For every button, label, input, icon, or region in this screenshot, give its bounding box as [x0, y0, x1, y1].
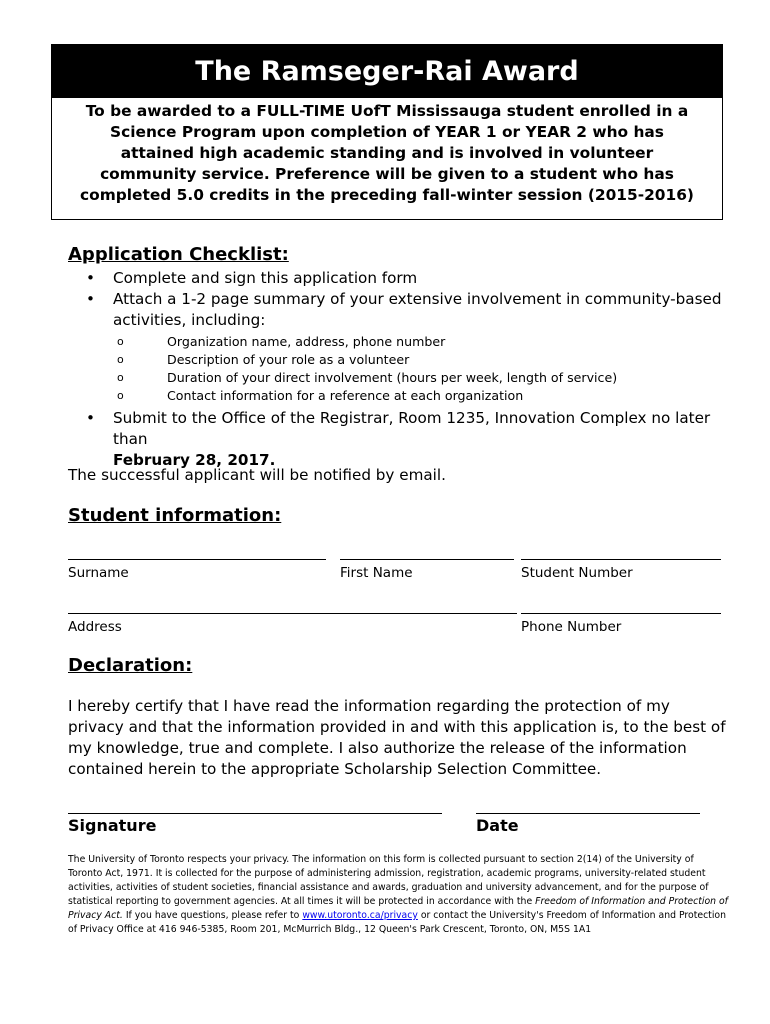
- checklist-item-label: Attach a 1-2 page summary of your extensive involvement in community-based activities, including:: [113, 290, 722, 329]
- privacy-link[interactable]: www.utoronto.ca/privacy: [302, 910, 418, 921]
- declaration-text: I hereby certify that I have read the information regarding the protection of my privacy and that the information provided in and with this application is, to the best of my knowledge, true and complete. I also authorize the release of the information contained herein to the appropriate Scholarship Selection Committee.: [68, 697, 726, 778]
- privacy-contact: or contact the University's Freedom of Information and Protection of Privacy Office at 416 946-5385, Room 201, McMurrich Bldg., 12 Queen's Park Crescent, Toronto, ON, M5S 1A1: [68, 910, 726, 935]
- award-description: To be awarded to a FULL-TIME UofT Mississauga student enrolled in a Science Program upon completion of YEAR 1 or YEAR 2 who has attained high academic standing and is involved in volunteer community service. Preference will be given to a student who has completed 5.0 credits in the preceding fall-winter session (2015-2016): [80, 102, 694, 204]
- award-header-box: [51, 44, 723, 220]
- student-number-field[interactable]: [521, 559, 721, 560]
- privacy-act-name: Freedom of Information and Protection of Privacy Act.: [68, 896, 728, 921]
- surname-field[interactable]: [68, 559, 326, 560]
- first-name-label: First Name: [340, 565, 413, 581]
- student-info-heading: Student information:: [68, 505, 282, 526]
- phone-number-label: Phone Number: [521, 619, 622, 635]
- signature-field[interactable]: [68, 813, 442, 814]
- subitem-role: o Description of your role as a volunteer: [144, 351, 736, 369]
- checklist-item-label: Complete and sign this application form: [113, 269, 418, 287]
- summary-subitems: [144, 333, 736, 405]
- privacy-text: The University of Toronto respects your privacy. The information on this form is collected pursuant to section 2(14) of the University of Toronto Act, 1971. It is collected for the purpose of administering admission, registration, academic programs, university-related student activities, activities of student societies, financial assistance and awards, graduation and university advancement, and for the purpose of statistical reporting to government agencies. At all times it will be protected in accordance with the: [68, 854, 709, 907]
- privacy-notice: [68, 853, 728, 937]
- date-label: Date: [476, 816, 519, 835]
- subitem-organization: o Organization name, address, phone number: [144, 333, 736, 351]
- notify-text: The successful applicant will be notified by email.: [68, 466, 446, 484]
- address-label: Address: [68, 619, 122, 635]
- privacy-text-2: If you have questions, please refer to: [122, 910, 303, 921]
- checklist: [86, 268, 736, 471]
- deadline: February 28, 2017.: [113, 451, 276, 469]
- declaration-heading: Declaration:: [68, 655, 193, 676]
- first-name-field[interactable]: [340, 559, 514, 560]
- surname-label: Surname: [68, 565, 129, 581]
- date-field[interactable]: [476, 813, 700, 814]
- address-field[interactable]: [68, 613, 517, 614]
- checklist-heading: Application Checklist:: [68, 244, 289, 265]
- checklist-item-submit: [86, 408, 736, 471]
- award-title: The Ramseger-Rai Award: [52, 45, 722, 98]
- student-number-label: Student Number: [521, 565, 633, 581]
- phone-number-field[interactable]: [521, 613, 721, 614]
- checklist-item-complete-form: [86, 268, 736, 289]
- subitem-reference: o Contact information for a reference at each organization: [144, 387, 736, 405]
- checklist-item-attach-summary: [86, 289, 736, 405]
- subitem-duration: o Duration of your direct involvement (hours per week, length of service): [144, 369, 736, 387]
- checklist-item-label: Submit to the Office of the Registrar, Room 1235, Innovation Complex no later than: [113, 409, 711, 448]
- signature-label: Signature: [68, 816, 157, 835]
